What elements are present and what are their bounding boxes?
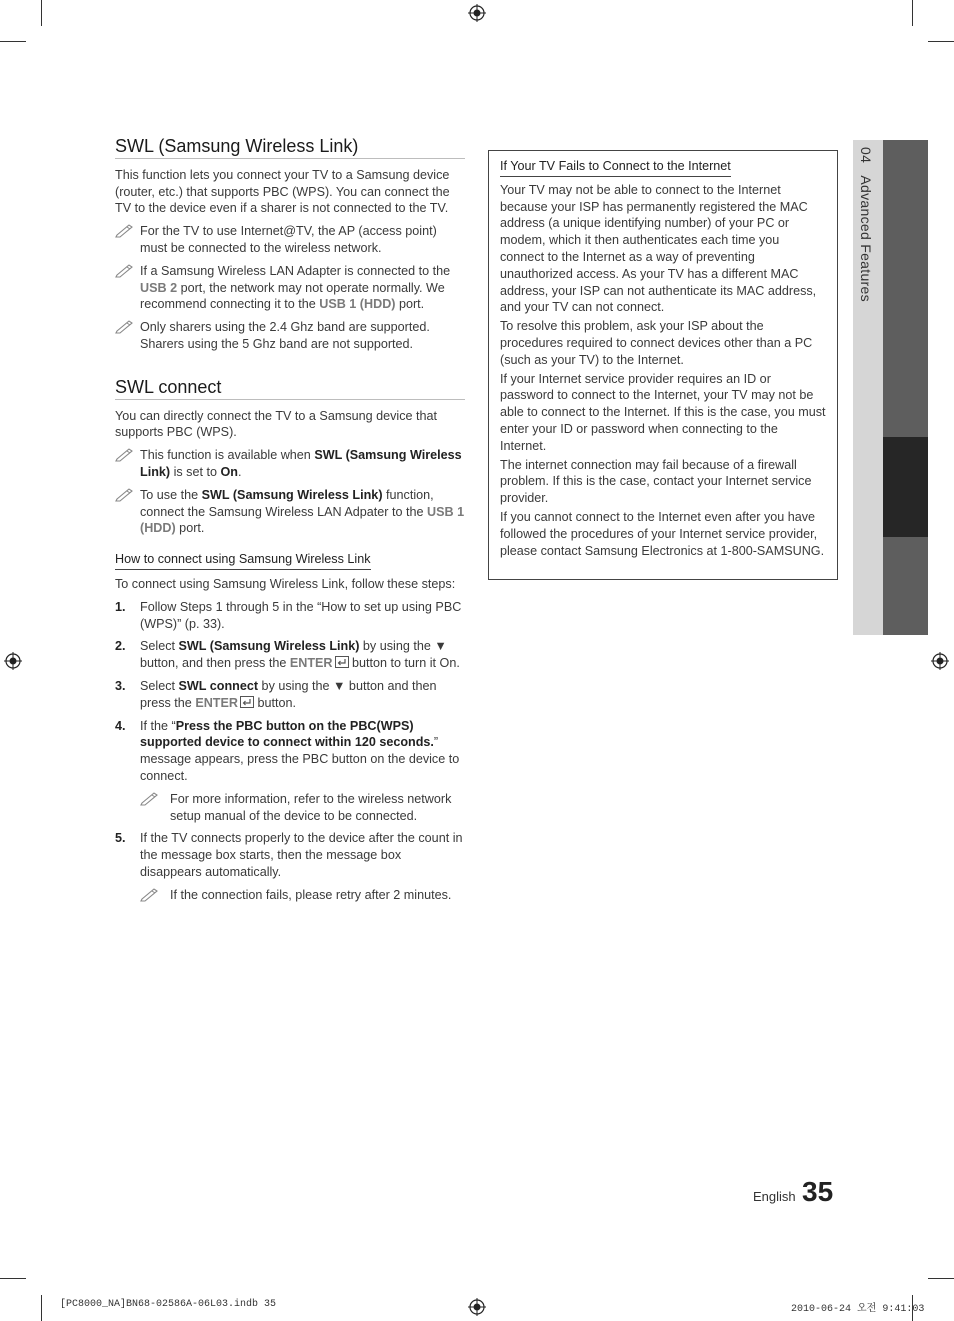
crop-mark [912, 0, 913, 26]
note-text: port. [175, 521, 205, 536]
pencil-note-icon [115, 486, 135, 502]
step-item [115, 638, 465, 672]
step-text: If the “ [140, 718, 176, 733]
note-text: function, connect the Samsung Wireless LAN Adpater to the [140, 487, 434, 519]
bold-term: SWL (Samsung Wireless Link) [178, 639, 360, 654]
port-usb1: USB 1 (HDD) [319, 297, 396, 312]
enter-icon [335, 656, 349, 668]
bold-term: SWL connect [178, 678, 259, 693]
howto-title: How to connect using Samsung Wireless Link [115, 551, 371, 570]
bold-term: Press the PBC button on the PBC(WPS) supported device to connect within 120 seconds. [140, 718, 434, 750]
note-text: is set to [170, 464, 221, 479]
crop-mark [41, 1295, 42, 1321]
chapter-label [858, 147, 874, 302]
enter-icon [240, 696, 254, 708]
pencil-note-icon [115, 222, 135, 238]
note-text: If the connection fails, please retry after 2 minutes. [170, 887, 452, 902]
bold-term: SWL (Samsung Wireless Link) [140, 448, 462, 479]
pencil-note-icon [140, 886, 160, 902]
crop-mark [928, 1278, 954, 1279]
note-item [140, 887, 465, 904]
crop-mark [41, 0, 42, 26]
note-text: Only sharers using the 2.4 Ghz band are supported. Sharers using the 5 Ghz band are not supported. [140, 320, 430, 351]
section-title-swl-connect: SWL connect [115, 379, 465, 400]
note-text: . [238, 464, 242, 479]
box-paragraph: To resolve this problem, ask your ISP about the procedures required to connect devices other than a PC (such as your TV) to the Internet. [500, 319, 813, 367]
left-column [115, 138, 465, 909]
step-text: ” message appears, press the PBC button on the device to connect. [140, 735, 460, 783]
note-item [115, 263, 465, 313]
chapter-tab [883, 140, 928, 437]
note-text: If a Samsung Wireless LAN Adapter is connected to the [140, 263, 451, 278]
registration-mark-icon [931, 652, 949, 670]
registration-mark-icon [468, 1298, 486, 1316]
print-date-info: 2010-06-24 오전 9:41:03 [791, 1304, 925, 1315]
note-text: To use the [140, 487, 202, 502]
box-title: If Your TV Fails to Connect to the Internet [500, 158, 731, 177]
pencil-note-icon [140, 790, 160, 806]
step-number: 2. [115, 639, 126, 654]
registration-mark-icon [468, 4, 486, 22]
note-item [115, 447, 465, 481]
step-item [115, 678, 465, 712]
pencil-note-icon [115, 446, 135, 462]
port-usb1: USB 1 (HDD) [140, 504, 465, 536]
note-text: For the TV to use Internet@TV, the AP (access point) must be connected to the wireless network. [140, 224, 437, 255]
step-number: 4. [115, 718, 126, 733]
step-text: If the TV connects properly to the device after the count in the message box starts, then the message box disappears automatically. [140, 831, 463, 879]
note-item [115, 487, 465, 537]
step-text: button to turn it On. [348, 656, 460, 671]
step-number: 1. [115, 599, 126, 614]
note-text: For more information, refer to the wireless network setup manual of the device to be connected. [170, 791, 452, 823]
chapter-number: 04 [858, 147, 874, 164]
chapter-title: Advanced Features [858, 175, 874, 302]
chapter-tab [883, 537, 928, 635]
step-number: 3. [115, 678, 126, 693]
step-number: 5. [115, 831, 126, 846]
step-item [115, 718, 465, 825]
section-title-swl: SWL (Samsung Wireless Link) [115, 138, 465, 159]
registration-mark-icon [4, 652, 22, 670]
box-paragraph: The internet connection may fail because of a firewall problem. If this is the case, contact your Internet service provider. [500, 457, 812, 506]
note-text: port. [395, 297, 425, 312]
step-text: button. [254, 695, 297, 710]
page-number: 35 [802, 1176, 834, 1207]
pencil-note-icon [115, 318, 135, 334]
note-item [115, 223, 465, 257]
bold-term: On [220, 464, 238, 479]
step-text: by using the ▼ button and then press the [140, 678, 437, 710]
step-item [115, 830, 465, 903]
step-text: by using the ▼ button, and then press the [140, 639, 447, 671]
chapter-tab-active [883, 437, 928, 537]
crop-mark [0, 1278, 26, 1279]
step-text: Select [140, 639, 179, 654]
swl-intro: This function lets you connect your TV to a Samsung device (router, etc.) that supports PBC (WPS). You can connect the TV to the device even if a sharer is not connected to the TV. [115, 167, 450, 216]
box-paragraph: If you cannot connect to the Internet even after you have followed the procedures of your Internet service provider, please contact Samsung Electronics at 1-800-SAMSUNG. [500, 509, 825, 558]
step-text: Select [140, 678, 179, 693]
print-file-info: [PC8000_NA]BN68-02586A-06L03.indb 35 [60, 1299, 277, 1310]
box-paragraph: If your Internet service provider requires an ID or password to connect to the Internet, your TV may not be able to connect to the Internet. If this is the case, you must enter your ID or password when connecting to the Internet. [500, 371, 826, 453]
note-item [140, 791, 465, 825]
pencil-note-icon [115, 262, 135, 278]
enter-label: ENTER [195, 695, 238, 710]
bold-term: SWL (Samsung Wireless Link) [201, 487, 383, 502]
enter-label: ENTER [289, 656, 333, 671]
howto-intro: To connect using Samsung Wireless Link, follow these steps: [115, 576, 456, 591]
connect-intro: You can directly connect the TV to a Samsung device that supports PBC (WPS). [115, 408, 438, 440]
crop-mark [928, 41, 954, 42]
box-paragraph: Your TV may not be able to connect to the Internet because your ISP has permanently registered the MAC address (a unique identifying number) of your PC or modem, which it then authenticates each time you connect to the Internet as a way of preventing unauthorized access. As your TV has a different MAC address, your ISP can not authenticate its MAC address, and your TV can not connect. [500, 182, 817, 315]
note-text: This function is available when [140, 448, 315, 463]
port-usb2: USB 2 [140, 280, 178, 295]
note-item [115, 319, 465, 353]
step-item [115, 599, 465, 633]
crop-mark [0, 41, 26, 42]
note-text: port, the network may not operate normally. We recommend connecting it to the [140, 280, 445, 312]
internet-troubleshoot-box [488, 150, 838, 580]
step-text: Follow Steps 1 through 5 in the “How to set up using PBC (WPS)” (p. 33). [140, 599, 462, 631]
footer-language: English [753, 1189, 796, 1204]
